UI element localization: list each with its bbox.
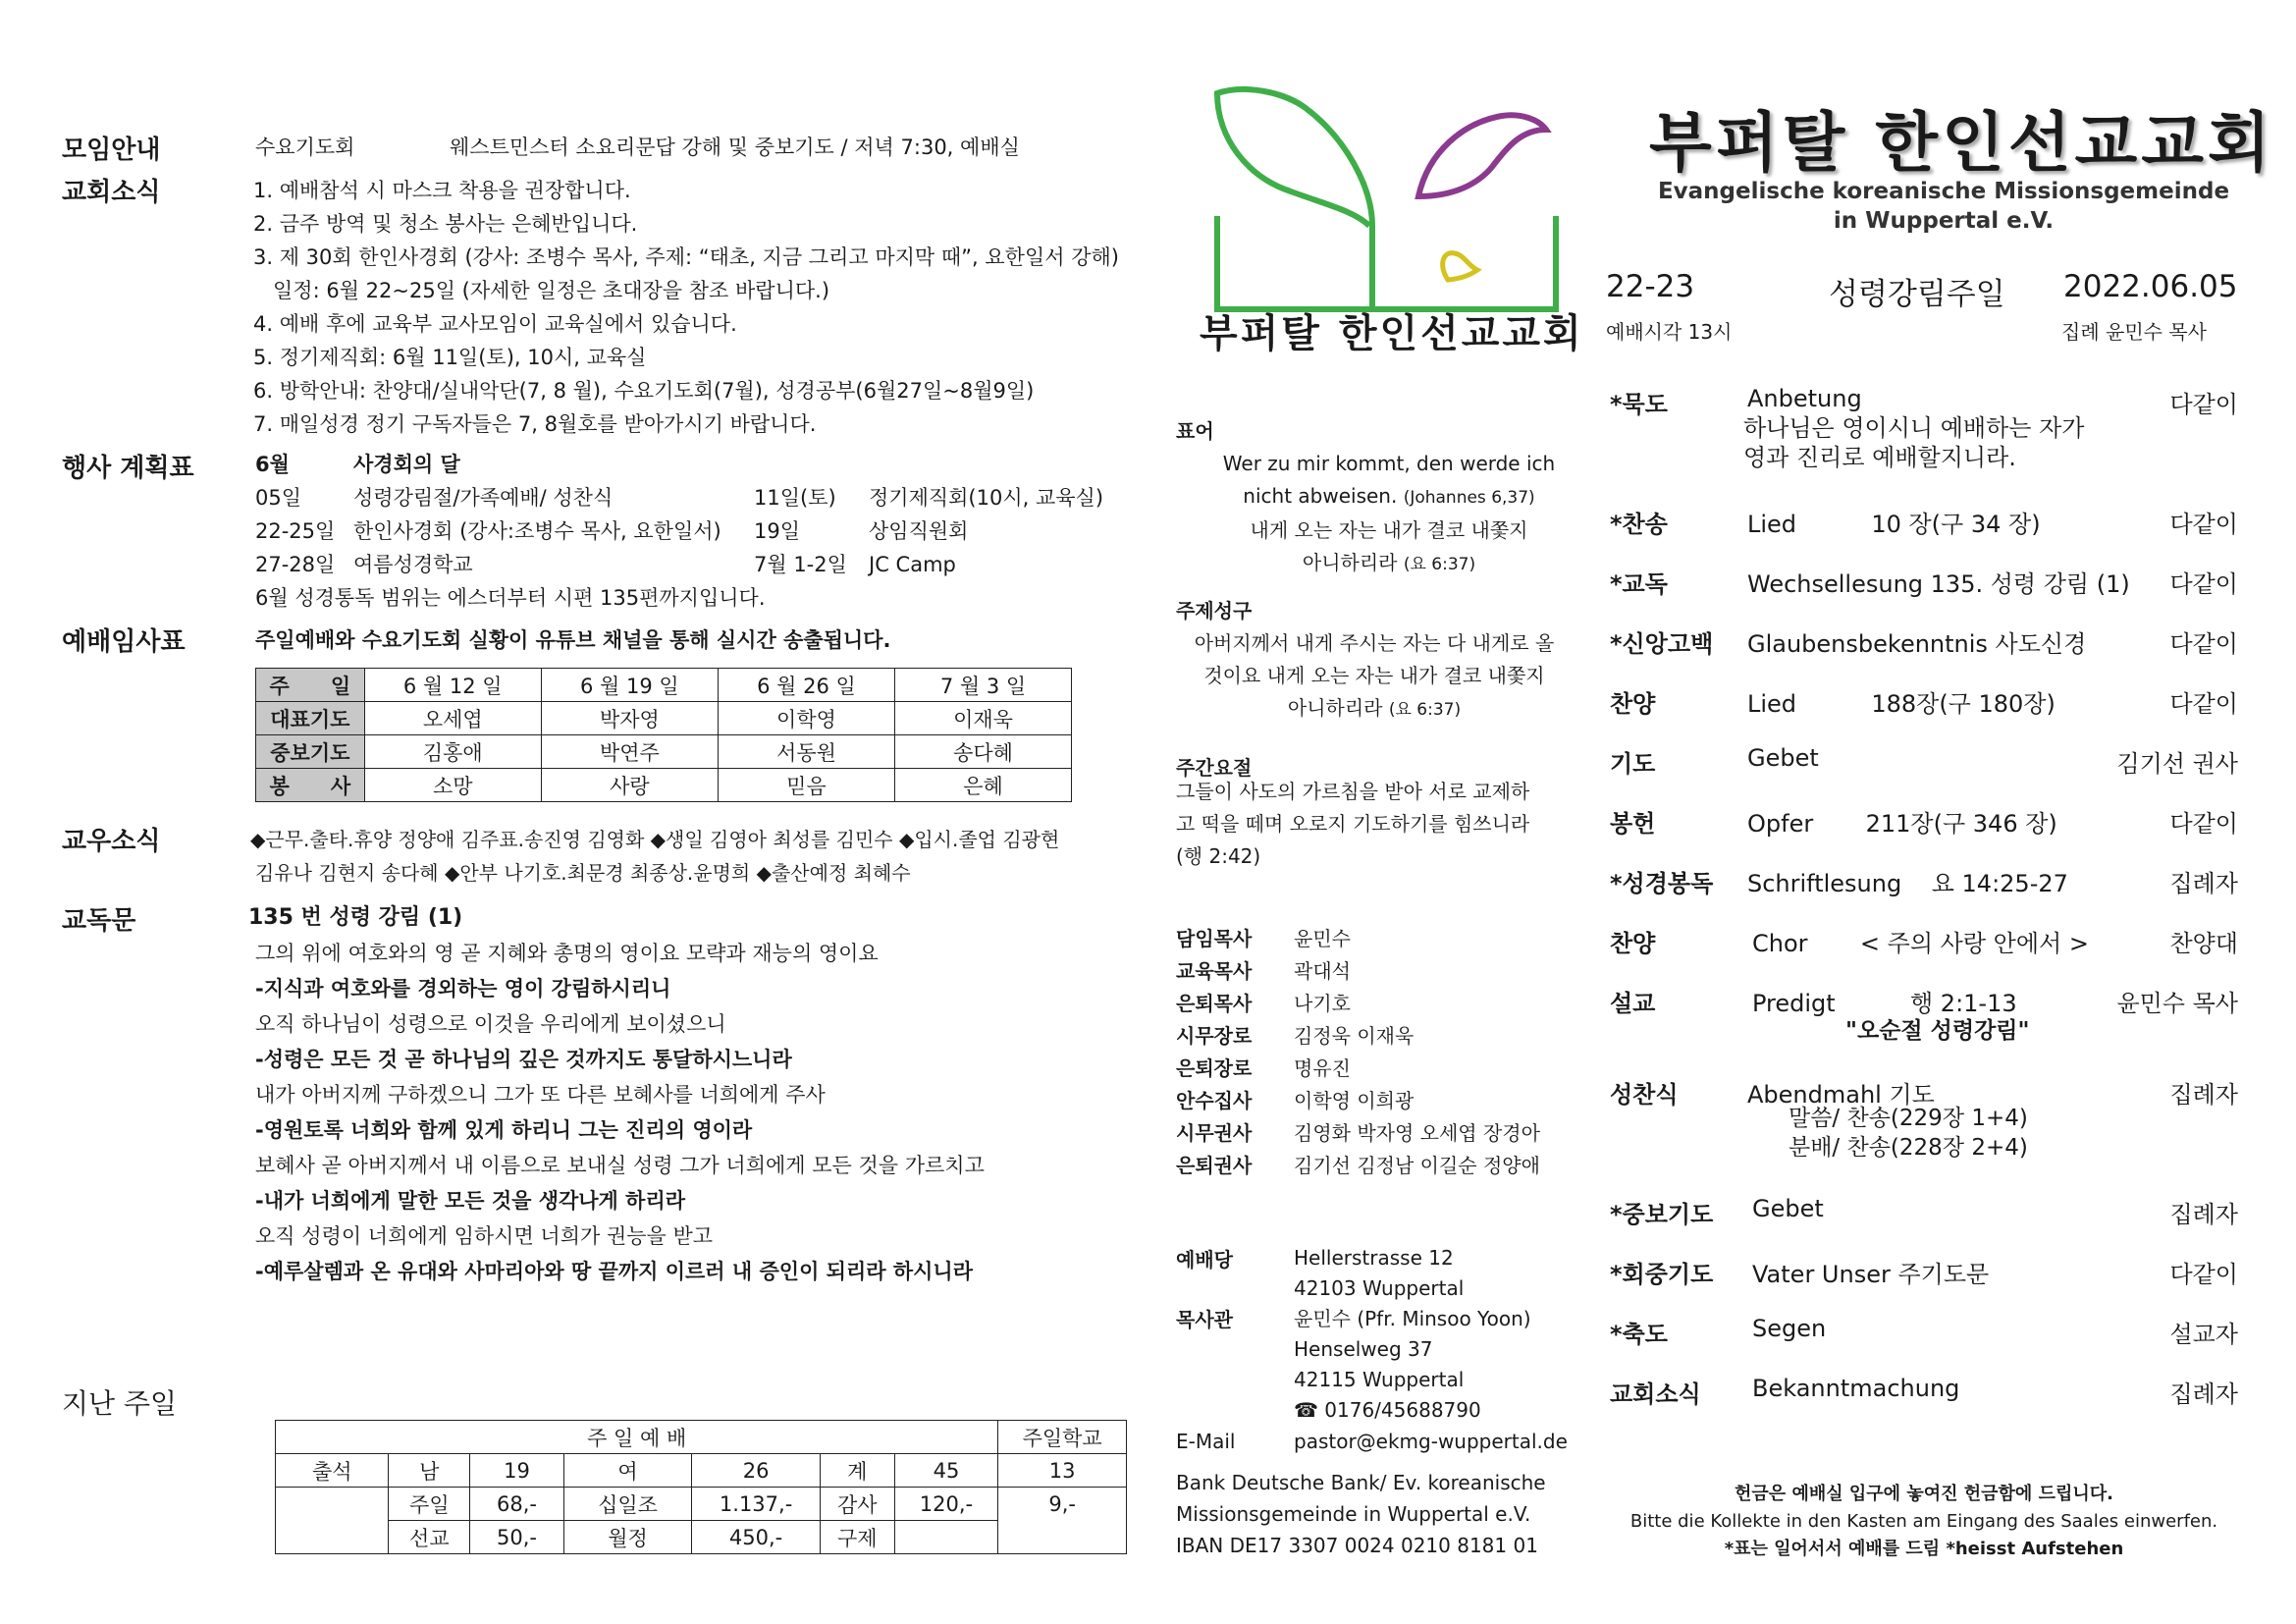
section-label-reading: 교독문 [62,906,136,936]
table-cell: 7 월 3 일 [895,669,1072,702]
theme-verse-line: 아니하리라 (요 6:37) [1287,696,1462,720]
event-desc: 성령강림절/가족예배/ 성찬식 [353,486,614,510]
table-cell: 믿음 [718,769,894,802]
table-cell: 9,- [998,1488,1127,1521]
address-line: 42115 Wuppertal [1294,1368,1465,1391]
pastor-address [1294,1304,1531,1426]
silence-line: 영과 진리로 예배할지니라. [1743,444,2016,471]
bulletin-date: 2022.06.05 [2063,269,2238,304]
sermon-title: "오순절 성령강림" [1845,1018,2030,1044]
church-address-label: 예배당 [1176,1248,1233,1272]
table-cell: 6 월 19 일 [541,669,718,702]
pastor-address-label: 목사관 [1176,1308,1233,1331]
table-cell: 주일 [389,1488,470,1521]
table-cell: 1.137,- [692,1488,821,1521]
footer-line: *표는 일어서서 예배를 드림 *heisst Aufstehen [1724,1539,2124,1559]
table-cell: 오세엽 [364,702,541,735]
silence-line: 하나님은 영이시니 예배하는 자가 [1743,414,2085,442]
staff-row: 은퇴권사 김기선 김정남 이길순 정양애 [1176,1154,1540,1177]
events-month: 6월 [255,453,290,476]
officiant: 집례 윤민수 목사 [2061,320,2207,344]
address-line: 42103 Wuppertal [1294,1276,1465,1300]
members-line: 김유나 김현지 송다혜 ◆안부 나기호.최문경 최종상.윤명희 ◆출산예정 최혜수 [255,861,911,885]
news-item: 3. 제 30회 한인사경회 (강사: 조병수 목사, 주제: “태초, 지금 그리고 마지막 때”, 요한일서 강해) [253,245,1119,269]
bank-line: Missionsgemeinde in Wuppertal e.V. [1176,1502,1531,1526]
event-date: 19일 [754,519,801,543]
footer-line: Bitte die Kollekte in den Kasten am Eingang des Saales einwerfen. [1629,1511,2218,1532]
table-row [256,769,1072,802]
table-cell: 서동원 [718,735,894,769]
event-desc: JC Camp [869,553,956,576]
motto-label: 표어 [1176,419,1214,443]
reading-line-response: -내가 너희에게 말한 모든 것을 생각나게 하리라 [255,1189,686,1213]
staff-row: 은퇴장로 명유진 [1176,1056,1351,1080]
table-row [276,1421,1127,1454]
table-header-cell: 주 일 예 배 [276,1421,998,1454]
bank-line: IBAN DE17 3307 0024 0210 8181 01 [1176,1534,1538,1557]
motto-reference: (Johannes 6,37) [1403,488,1535,508]
table-cell: 450,- [692,1521,821,1554]
table-cell: 13 [998,1454,1127,1488]
event-date: 05일 [255,486,302,510]
weekly-verse-text [1176,776,1529,873]
staff-row: 안수집사 이학영 이희광 [1176,1089,1415,1112]
last-week-table [275,1420,1127,1554]
event-date: 27-28일 [255,553,336,576]
reading-line: 보혜사 곧 아버지께서 내 이름으로 보내실 성령 그가 너희에게 모든 것을 가르치고 [255,1154,985,1177]
staff-row: 시무장로 김정욱 이재욱 [1176,1024,1415,1048]
table-header-cell: 대표기도 [256,702,365,735]
table-cell: 사랑 [541,769,718,802]
news-item: 7. 매일성경 정기 구독자들은 7, 8월호를 받아가시기 바랍니다. [253,412,817,436]
phone-number: 0176/45688790 [1324,1398,1481,1422]
table-cell: 이학영 [718,702,894,735]
table-cell: 십일조 [563,1488,692,1521]
communion-line: 분배/ 찬송(228장 2+4) [1789,1135,2028,1161]
table-row [276,1521,1127,1554]
duty-table [255,668,1072,802]
table-cell: 여 [563,1454,692,1488]
section-label-last-week: 지난 주일 [62,1387,178,1420]
section-label-members: 교우소식 [62,827,161,856]
event-desc: 한인사경회 (강사:조병수 목사, 요한일서) [353,519,721,543]
table-cell: 45 [894,1454,998,1488]
motto-text [1173,448,1605,581]
weekly-verse-line: 그들이 사도의 가르침을 받아 서로 교제하 [1176,780,1530,803]
event-desc: 상임직원회 [869,519,969,543]
motto-line: Wer zu mir kommt, den werde ich [1222,452,1556,475]
address-line: 윤민수 (Pfr. Minsoo Yoon) [1294,1307,1531,1330]
section-label-news: 교회소식 [62,178,161,207]
duty-notice: 주일예배와 수요기도회 실황이 유튜브 채널을 통해 실시간 송출됩니다. [255,628,891,652]
events-theme: 사경회의 달 [353,453,460,476]
reading-line: 내가 아버지께 구하겠으니 그가 또 다른 보혜사를 너희에게 주사 [255,1083,826,1107]
events-note: 6월 성경통독 범위는 에스더부터 시편 135편까지입니다. [255,586,766,610]
weekly-verse-line: 고 떡을 떼며 오로지 기도하기를 힘쓰니라 [1176,812,1530,836]
event-date: 22-25일 [255,519,336,543]
table-cell: 남 [389,1454,470,1488]
table-cell: 구제 [820,1521,894,1554]
subtitle-line: Evangelische koreanische Missionsgemeinde [1657,179,2230,204]
reading-title: 135 번 성령 강림 (1) [248,905,463,930]
section-label-events: 행사 계획표 [62,454,194,483]
members-line: ◆근무.출타.휴양 정양애 김주표.송진영 김영화 ◆생일 김영아 최성를 김민수 ◆입시.졸업 김광현 [250,828,1060,851]
subtitle-line: in Wuppertal e.V. [1833,208,2055,234]
table-cell: 계 [820,1454,894,1488]
event-desc: 정기제직회(10시, 교육실) [869,486,1104,510]
staff-list [1176,923,1540,1182]
news-item: 1. 예배참석 시 마스크 착용을 권장합니다. [253,179,631,202]
table-cell: 출석 [276,1454,389,1488]
table-cell: 19 [470,1454,564,1488]
motto-line: 아니하리라 (요 6:37) [1302,551,1476,574]
news-item: 5. 정기제직회: 6월 11일(토), 10시, 교육실 [253,346,647,369]
news-item: 6. 방학안내: 찬양대/실내악단(7, 8 월), 수요기도회(7월), 성경공부(6월27일~8월9일) [253,379,1035,403]
table-cell: 송다혜 [895,735,1072,769]
service-time: 예배시각 13시 [1606,320,1733,344]
theme-verse-line: 아버지께서 내게 주시는 자는 다 내게로 올 [1194,631,1555,655]
offering-footer [1610,1481,2238,1563]
table-header-cell: 주일학교 [998,1421,1127,1454]
table-row [256,735,1072,769]
staff-row: 담임목사 윤민수 [1176,927,1351,950]
theme-verse-text [1173,627,1575,727]
reading-line: 오직 하나님이 성령으로 이것을 우리에게 보이셨으니 [255,1012,726,1036]
theme-verse-line: 것이요 내게 오는 자는 내가 결코 내쫓지 [1203,664,1545,687]
communion-line: 말씀/ 찬송(229장 1+4) [1789,1106,2028,1131]
motto-reference: (요 6:37) [1403,555,1476,574]
table-cell: 감사 [820,1488,894,1521]
theme-verse-label: 주제성구 [1176,599,1253,623]
issue-number: 22-23 [1606,269,1695,304]
section-label-duty: 예배임사표 [62,627,186,657]
reading-line-response: -지식과 여호와를 경외하는 영이 강림하시리니 [255,977,671,1001]
silence-verse [1743,413,2084,472]
news-item: 4. 예배 후에 교육부 교사모임이 교육실에서 있습니다. [253,312,737,336]
table-row [276,1488,1127,1521]
staff-row: 시무권사 김영화 박자영 오세엽 장경아 [1176,1121,1540,1145]
church-address [1294,1243,1464,1304]
table-cell: 월정 [563,1521,692,1554]
table-cell: 6 월 26 일 [718,669,894,702]
table-cell [276,1521,389,1554]
communion-details [1789,1104,2028,1163]
bank-info [1176,1467,1546,1561]
table-header-cell: 주 일 [256,669,365,702]
address-line: Hellerstrasse 12 [1294,1246,1454,1270]
table-cell: 은혜 [895,769,1072,802]
table-cell: 120,- [894,1488,998,1521]
phone-line [1294,1395,1531,1426]
reading-lines [255,936,985,1289]
table-cell: 선교 [389,1521,470,1554]
table-cell: 이재욱 [895,702,1072,735]
staff-row: 은퇴목사 나기호 [1176,992,1351,1015]
weekly-verse-reference: (행 2:42) [1176,844,1261,868]
table-cell: 26 [692,1454,821,1488]
sunday-name: 성령강림주일 [1829,277,2005,312]
motto-line: 내게 오는 자는 내가 결코 내쫓지 [1250,518,1528,542]
news-item: 2. 금주 방역 및 청소 봉사는 은혜반입니다. [253,212,638,236]
table-cell: 박자영 [541,702,718,735]
staff-row: 교육목사 곽대석 [1176,959,1351,983]
motto-line: nicht abweisen. (Johannes 6,37) [1243,484,1535,508]
table-row [276,1454,1127,1488]
reading-line-response: -영원토록 너희와 함께 있게 하리니 그는 진리의 영이라 [255,1118,753,1142]
news-item: 일정: 6월 22~25일 (자세한 일정은 초대장을 참조 바랍니다.) [253,279,830,302]
reading-line-response: -예루살렘과 온 유대와 사마리아와 땅 끝까지 이르러 내 증인이 되리라 하시니라 [255,1260,973,1283]
table-cell [894,1521,998,1554]
footer-line: 헌금은 예배실 입구에 놓여진 헌금함에 드립니다. [1735,1484,2113,1504]
table-row [256,702,1072,735]
phone-icon: ☎ [1294,1398,1318,1422]
email-link[interactable]: pastor@ekmg-wuppertal.de [1294,1430,1568,1453]
table-cell: 소망 [364,769,541,802]
church-subtitle [1649,177,2238,236]
reading-line-response: -성령은 모든 것 곧 하나님의 깊은 것까지도 통달하시느니라 [255,1048,792,1071]
table-cell: 50,- [470,1521,564,1554]
reading-line: 그의 위에 여호와의 영 곧 지혜와 총명의 영이요 모략과 재능의 영이요 [255,942,879,965]
meeting-name: 수요기도회 [255,135,355,159]
theme-verse-reference: (요 6:37) [1388,700,1462,720]
table-cell: 박연주 [541,735,718,769]
table-header-cell: 봉 사 [256,769,365,802]
event-desc: 여름성경학교 [353,553,473,576]
weekly-verse-label: 주간요절 [1176,756,1253,780]
event-date: 7월 1-2일 [754,553,847,576]
meeting-desc: 웨스트민스터 소요리문답 강해 및 중보기도 / 저녁 7:30, 예배실 [450,135,1020,159]
address-line: Henselweg 37 [1294,1337,1433,1361]
reading-line: 오직 성령이 너희에게 임하시면 너희가 권능을 받고 [255,1224,714,1248]
section-label-meeting: 모임안내 [62,135,161,165]
table-header-cell: 중보기도 [256,735,365,769]
bank-line: Bank Deutsche Bank/ Ev. koreanische [1176,1471,1546,1494]
church-logo-icon [1198,69,1590,324]
logo-text: 부퍼탈 한인선교교회 [1200,311,1584,356]
email-label: E-Mail [1176,1430,1236,1453]
table-cell [276,1488,389,1521]
news-list [253,174,1119,441]
table-cell: 68,- [470,1488,564,1521]
church-title: 부퍼탈 한인선교교회 [1649,105,2274,181]
table-cell: 김홍애 [364,735,541,769]
event-date: 11일(토) [754,486,836,510]
table-cell [998,1521,1127,1554]
table-cell: 6 월 12 일 [364,669,541,702]
table-row [256,669,1072,702]
